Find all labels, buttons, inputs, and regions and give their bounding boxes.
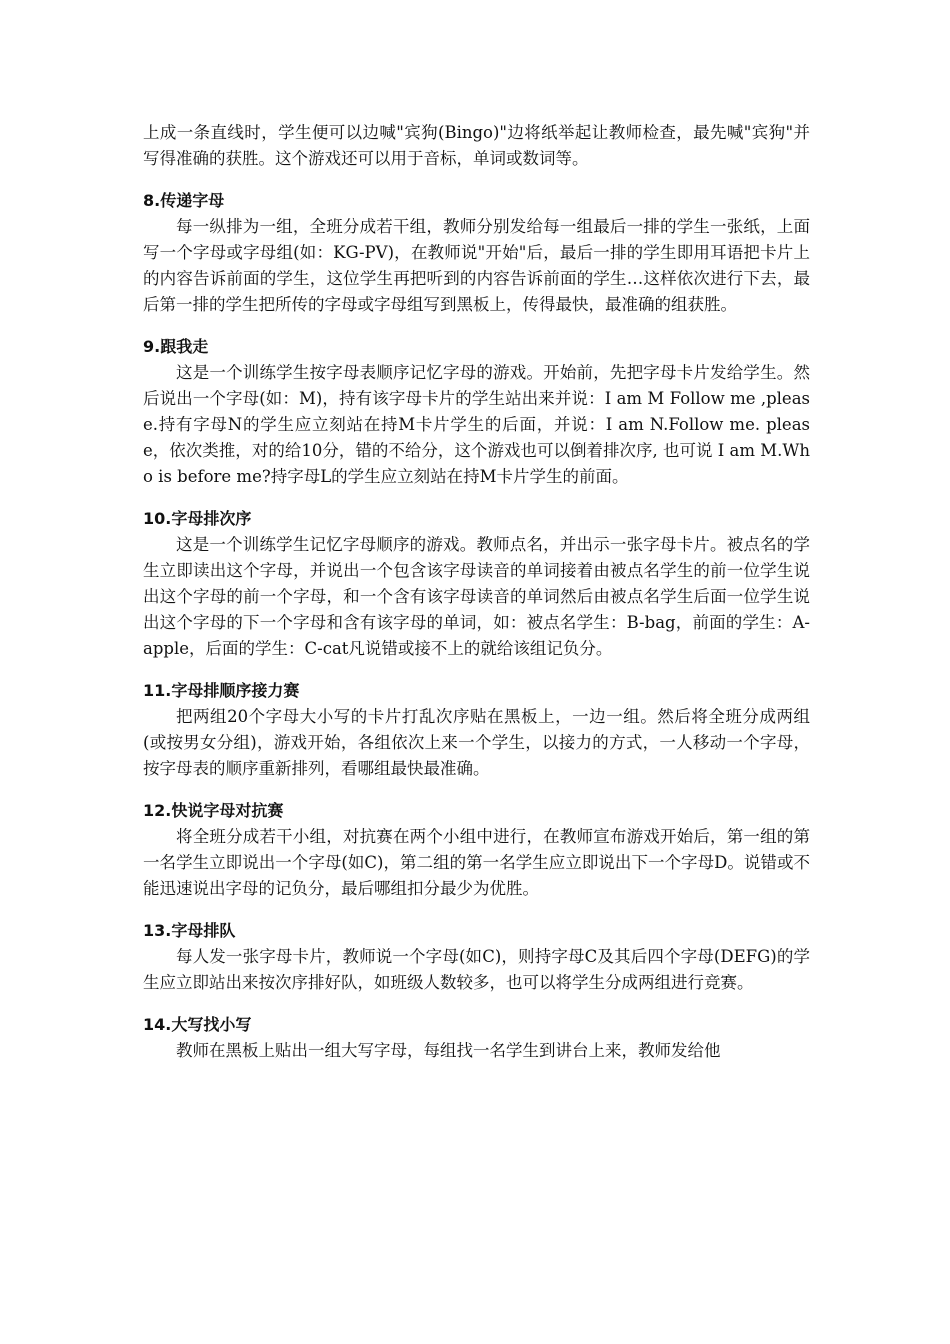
section-heading: 8.传递字母 <box>143 191 225 210</box>
section-11 <box>143 678 810 782</box>
intro-paragraph: 上成一条直线时，学生便可以边喊"宾狗(Bingo)"边将纸举起让教师检查，最先喊"宾狗"并写得准确的获胜。这个游戏还可以用于音标，单词或数词等。 <box>143 123 810 168</box>
section-heading: 9.跟我走 <box>143 337 209 356</box>
section-14 <box>143 1012 810 1064</box>
section-body: 把两组20个字母大小写的卡片打乱次序贴在黑板上，一边一组。然后将全班分成两组(或按男女分组)，游戏开始，各组依次上来一个学生，以接力的方式，一人移动一个字母，按字母表的顺序重新排列，看哪组最快最准确。 <box>143 707 810 778</box>
section-heading: 13.字母排队 <box>143 921 236 940</box>
section-9 <box>143 334 810 490</box>
section-8 <box>143 188 810 318</box>
section-heading: 14.大写找小写 <box>143 1015 252 1034</box>
section-heading: 12.快说字母对抗赛 <box>143 801 284 820</box>
section-body: 将全班分成若干小组，对抗赛在两个小组中进行，在教师宣布游戏开始后，第一组的第一名学生立即说出一个字母(如C)，第二组的第一名学生应立即说出下一个字母D。说错或不能迅速说出字母的记负分，最后哪组扣分最少为优胜。 <box>143 827 810 898</box>
section-heading: 11.字母排顺序接力赛 <box>143 681 300 700</box>
section-body: 这是一个训练学生记忆字母顺序的游戏。教师点名，并出示一张字母卡片。被点名的学生立即读出这个字母，并说出一个包含该字母读音的单词接着由被点名学生的前一位学生说出这个字母的前一个字母，和一个含有该字母读音的单词然后由被点名学生后面一位学生说出这个字母的下一个字母和含有该字母的单词，如：被点名学生：B-bag，前面的学生：A-apple，后面的学生：C-cat凡说错或接不上的就给该组记负分。 <box>143 535 810 658</box>
section-12 <box>143 798 810 902</box>
section-body: 每一纵排为一组，全班分成若干组，教师分别发给每一组最后一排的学生一张纸，上面写一个字母或字母组(如：KG-PV)，在教师说"开始"后，最后一排的学生即用耳语把卡片上的内容告诉前面的学生，这位学生再把听到的内容告诉前面的学生…这样依次进行下去，最后第一排的学生把所传的字母或字母组写到黑板上，传得最快，最准确的组获胜。 <box>143 217 810 314</box>
section-10 <box>143 506 810 662</box>
section-body: 每人发一张字母卡片，教师说一个字母(如C)，则持字母C及其后四个字母(DEFG)的学生应立即站出来按次序排好队，如班级人数较多，也可以将学生分成两组进行竞赛。 <box>143 947 810 992</box>
section-heading: 10.字母排次序 <box>143 509 252 528</box>
section-body: 教师在黑板上贴出一组大写字母，每组找一名学生到讲台上来，教师发给他 <box>176 1041 721 1060</box>
section-13 <box>143 918 810 996</box>
section-body: 这是一个训练学生按字母表顺序记忆字母的游戏。开始前，先把字母卡片发给学生。然后说出一个字母(如：M)，持有该字母卡片的学生站出来并说：I am M Follow me ,please.持有字母N的学生应立刻站在持M卡片学生的后面，并说：I am N.Follow me. please，依次类推，对的给10分，错的不给分，这个游戏也可以倒着排次序, 也可说 I am M.Who is before me?持字母L的学生应立刻站在持M卡片学生的前面。 <box>143 363 810 486</box>
